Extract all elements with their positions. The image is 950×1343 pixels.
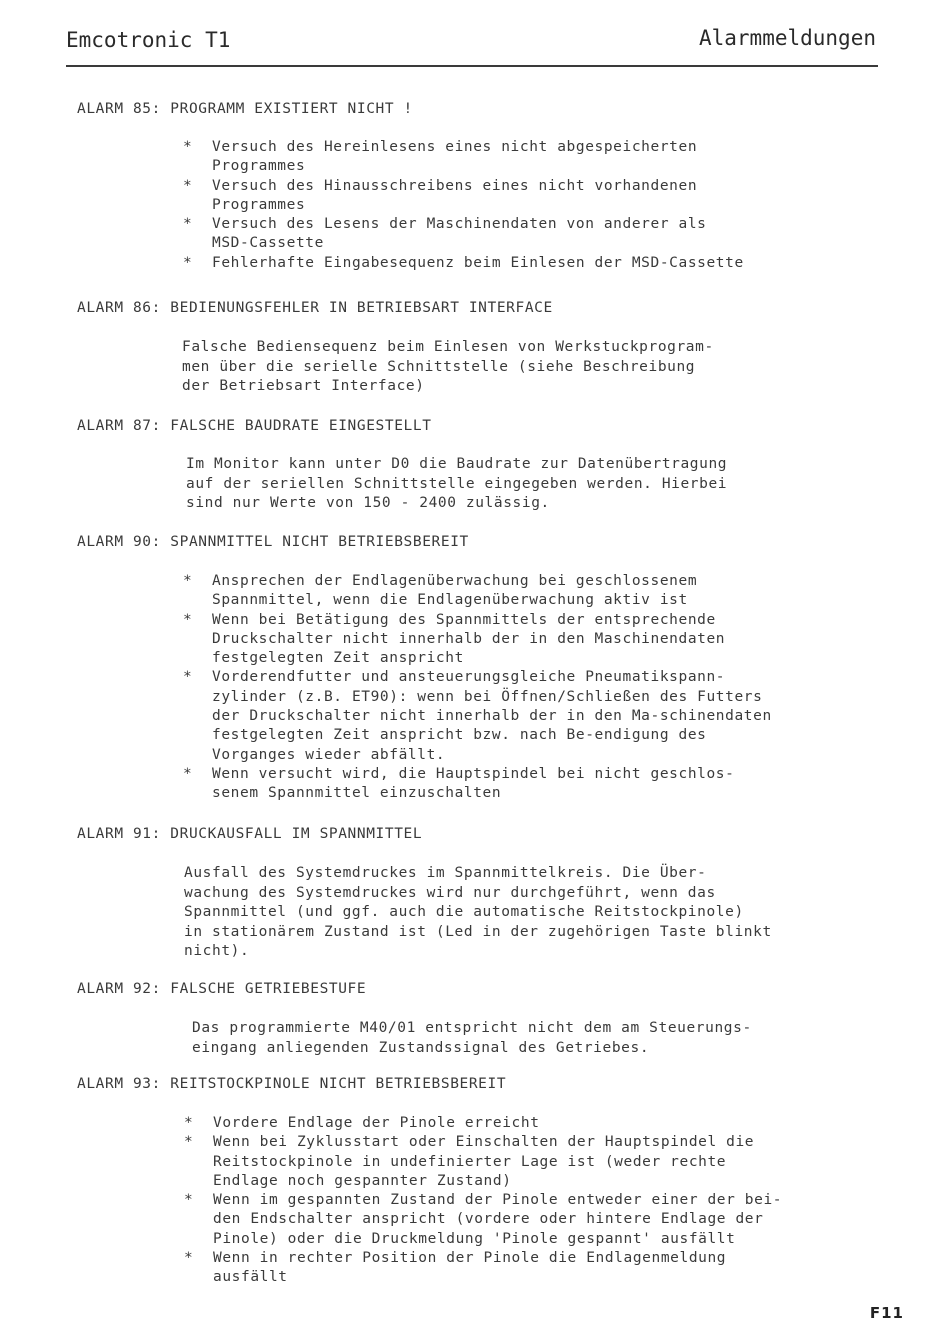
list-item: * Wenn im gespannten Zustand der Pinole entweder einer der bei-den Endschalter anspricht (vordere oder hintere Endlage der Pinole) oder die Druckmeldung 'Pinole gespannt' ausfällt [184,1191,784,1249]
list-item: * Versuch des Hinausschreibens eines nicht vorhandenen Programmes [183,177,724,216]
page-number: F11 [869,1304,904,1322]
list-item: * Versuch des Hereinlesens eines nicht abgespeicherten Programmes [183,138,724,177]
alarm-90-title: ALARM 90: SPANNMITTEL NICHT BETRIEBSBEREIT [77,534,469,550]
list-item: * Wenn versucht wird, die Hauptspindel bei nicht geschlos-senem Spannmittel einzuschalten [183,765,773,804]
alarm-85-title: ALARM 85: PROGRAMM EXISTIERT NICHT ! [77,101,413,117]
alarm-91-text: Ausfall des Systemdruckes im Spannmittelkreis. Die Über- wachung des Systemdruckes wird nur durchgeführt, wenn das Spannmittel (und ggf. auch die automatische Reitstockpinole) in stationärem Zustand ist (Led in der zugehörigen Taste blinkt nicht). [184,865,772,959]
page-header-section: Alarmmeldungen [698,26,876,50]
alarm-92-title: ALARM 92: FALSCHE GETRIEBESTUFE [77,981,367,997]
alarm-86-title: ALARM 86: BEDIENUNGSFEHLER IN BETRIEBSART INTERFACE [77,300,553,316]
list-item: * Wenn bei Zyklusstart oder Einschalten der Hauptspindel die Reitstockpinole in undefinierter Lage ist (weder rechte Endlage noch gespannter Zustand) [184,1133,784,1191]
alarm-85-list [183,138,744,273]
alarm-92-text: Das programmierte M40/01 entspricht nicht dem am Steuerungs- eingang anliegenden Zustandssignal des Getriebes. [192,1020,752,1056]
alarm-86-text: Falsche Bediensequenz beim Einlesen von Werkstuckprogram- men über die serielle Schnittstelle (siehe Beschreibung der Betriebsart Interface) [182,339,714,394]
list-item: * Fehlerhafte Eingabesequenz beim Einlesen der MSD-Cassette [183,254,723,273]
alarm-87-title: ALARM 87: FALSCHE BAUDRATE EINGESTELLT [77,418,432,434]
list-item: * Ansprechen der Endlagenüberwachung bei geschlossenem Spannmittel, wenn die Endlagenüberwachung aktiv ist [183,572,773,611]
alarm-91-title: ALARM 91: DRUCKAUSFALL IM SPANNMITTEL [77,826,423,842]
list-item: * Vordere Endlage der Pinole erreicht [184,1114,784,1133]
header-rule [66,65,878,67]
list-item: * Vorderendfutter und ansteuerungsgleiche Pneumatikspann-zylinder (z.B. ET90): wenn bei Öffnen/Schließen des Futters der Druckschalter nicht innerhalb der in den Ma-schinendaten festgelegten Zeit anspricht bzw. nach Be-endigung des Vorganges wieder abfällt. [183,668,773,764]
alarm-93-list [184,1114,784,1288]
alarm-87-text: Im Monitor kann unter D0 die Baudrate zur Datenübertragung auf der seriellen Schnittstelle eingegeben werden. Hierbei sind nur Werte von 150 - 2400 zulässig. [186,456,728,511]
list-item: * Wenn bei Betätigung des Spannmittels der entsprechende Druckschalter nicht innerhalb der in den Maschinendaten festgelegten Zeit anspricht [183,611,773,669]
list-item: * Wenn in rechter Position der Pinole die Endlagenmeldung ausfällt [184,1249,784,1288]
page-header-title: Emcotronic T1 [66,28,231,52]
alarm-90-list [183,572,773,804]
list-item: * Versuch des Lesens der Maschinendaten von anderer als MSD-Cassette [183,215,724,254]
alarm-93-title: ALARM 93: REITSTOCKPINOLE NICHT BETRIEBSBEREIT [77,1076,507,1092]
